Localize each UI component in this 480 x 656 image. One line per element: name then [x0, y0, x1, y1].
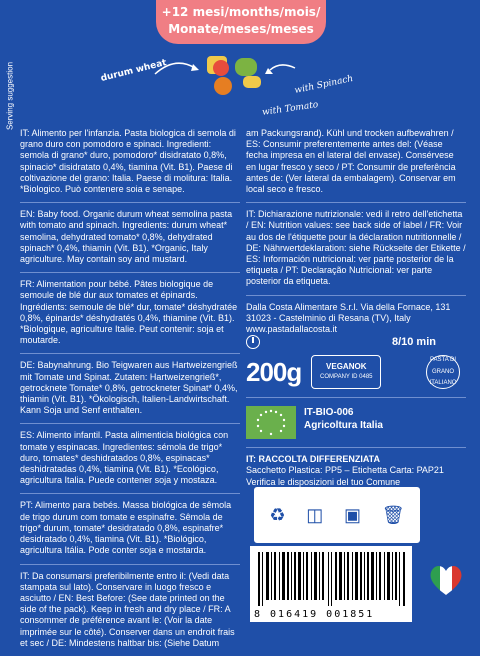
label-durum-wheat: durum wheat	[99, 57, 168, 85]
organic-origin: Agricoltura Italia	[304, 420, 383, 432]
ingredients-en: EN: Baby food. Organic durum wheat semolina pasta with tomato and spinach. Ingredients: durum wheat* semolina, dehydrated tomato* 0,8%, dehydrated spinach* 0,4%, thiamin (Vit. B1). *Organic, Italy agriculture. May contain soy and mustard.	[20, 209, 233, 265]
ingredients-column	[20, 128, 240, 656]
divider	[20, 423, 240, 424]
italy-heart-icon	[428, 563, 464, 597]
vegan-badge	[311, 355, 381, 389]
clock-icon	[246, 335, 260, 349]
age-badge-line2: Monate/meses/meses	[168, 22, 314, 36]
cooking-time: 8/10 min	[391, 335, 436, 348]
recycle-icon: ♻	[269, 504, 286, 525]
company-website: www.pastadallacosta.it	[246, 324, 338, 335]
age-badge-line1: +12 mesi/months/mois/	[161, 5, 321, 19]
box-icon: ▣	[343, 504, 361, 525]
company-address-line2: 31023 - Castelminio di Resana (TV), Italy	[246, 312, 411, 323]
company-address-line1: Dalla Costa Alimentare S.r.l. Via della Fornace, 131	[246, 301, 451, 312]
divider	[20, 353, 240, 354]
organic-certification	[246, 406, 466, 439]
ingredients-fr: FR: Alimentation pour bébé. Pâtes biologique de semoule de blé dur aux tomates et épinards. Ingrédients: semoule de blé* dur, tomate* déshydratée 0,8%, épinards* déshydratés 0,4%, thiamine (Vit. B1). *Biologique, agriculture Italie. Peut contenir: soja et moutarde.	[20, 279, 238, 346]
italian-wheat-badge: PASTA DI GRANO ITALIANO	[426, 355, 460, 389]
ingredients-es: ES: Alimento infantil. Pasta alimenticia biológica con tomate y espinacas. Ingredientes: sémola de trigo* duro, tomates* deshidratados 0,8%, espinacas* deshidratadas 0,4%, tiamina (Vit. B1). *Ecológico, agricultura Italia. Puede contener soja y mostaza.	[20, 430, 229, 486]
ingredients-pt: PT: Alimento para bebés. Massa biológica de sêmola de trigo durum com tomate e espinafre. Sêmola de trigo* durum, tomate* desidratado 0,8%, espinafre* desidratado 0,4%, tiamina (Vit. B1). *Biológico, agricultura Itália. Pode conter soja e mostarda.	[20, 500, 232, 556]
recycling-info	[246, 454, 466, 488]
serving-suggestion: Serving suggestion	[5, 61, 15, 131]
best-before-continued: am Packungsrand). Kühl und trocken aufbewahren / ES: Consumir preferentemente antes del: (Véase fecha impresa en el lateral del envase). Consérvese en lugar fresco y seco / PT: Consumir de preferência antes de: (Ver lateral da embalagem). Conservar em local seco e fresco.	[246, 128, 456, 195]
divider	[246, 447, 466, 448]
barcode-bars	[258, 552, 406, 606]
barcode	[250, 546, 412, 622]
vegan-badge-title: VEGANOK	[326, 362, 367, 372]
net-weight: 200g	[246, 356, 302, 387]
divider	[20, 202, 240, 203]
label-tomato: with Tomato	[261, 100, 319, 118]
nutrition-note: IT: Dichiarazione nutrizionale: vedi il retro dell'etichetta / EN: Nutrition values: see back side of label / FR: Voir au dos de l'étiquette pour la déclaration nutritionnelle / DE: Nährwertdeklaration: siehe Rückseite der Etikette / ES: Información nutricional: ver parte posterior de la etiqueta / PT: Declaração Nutricional: ver parte posterior da etiqueta.	[246, 209, 466, 287]
eu-organic-leaf-icon	[246, 406, 296, 439]
ingredients-it: IT: Alimento per l'infanzia. Pasta biologica di semola di grano duro con pomodoro e spinaci. Ingredienti: semola di grano* duro, pomodoro* disidratato 0,8%, spinacio* disidratato 0,4%, tiamina (Vit. B1). Paese di coltivazione del grano: Italia. Paese di molitura: Italia. *Biologico. Può contenere soia e senape.	[20, 128, 236, 195]
age-badge	[156, 0, 326, 44]
divider	[20, 272, 240, 273]
divider	[246, 202, 466, 203]
cooking-time-row	[246, 335, 436, 349]
divider	[20, 493, 240, 494]
bin-icon: 🗑	[381, 504, 405, 525]
recycling-icons	[254, 487, 420, 543]
ingredients-de: DE: Babynahrung. Bio Teigwaren aus Hartweizengrieß mit Tomate und Spinat. Zutaten: Hartweizengrieß*, getrocknete Tomate* 0,8%, getrockneter Spinat* 0,4%, thiamin (Vit. B1). *Ökologisch, Italien-Landwirtschaft. Kann Soja und Senf enthalten.	[20, 360, 238, 416]
vegan-badge-id: COMPANY ID 0485	[320, 374, 373, 381]
label-spinach: with Spinach	[293, 73, 355, 97]
info-column	[246, 128, 466, 488]
organic-code: IT-BIO-006	[304, 407, 354, 419]
divider	[20, 564, 240, 565]
recycling-line1: Sacchetto Plastica: PP5 – Etichetta Carta: PAP21	[246, 465, 444, 476]
divider	[246, 295, 466, 296]
barcode-number: 8 016419 001851	[254, 609, 375, 620]
weight-row	[246, 355, 466, 389]
recycling-title: IT: RACCOLTA DIFFERENZIATA	[246, 454, 380, 465]
bag-icon: ◫	[306, 504, 324, 525]
recycling-line2: Verifica le disposizioni del tuo Comune	[246, 476, 401, 487]
best-before-text: IT: Da consumarsi preferibilmente entro il: (Vedi data stampata sul lato). Conservare in luogo fresco e asciutto / EN: Best Before: (See date printed on the side of the pack). Keep in fresh and dry place / FR: A consommer de préférence avant le: (Voir la date imprimée sur le côté). Conserver dans un endroit frais et sec / DE: Mindestens haltbar bis: (Siehe Datum	[20, 570, 235, 648]
divider	[246, 397, 466, 398]
pasta-illustration	[95, 46, 395, 126]
